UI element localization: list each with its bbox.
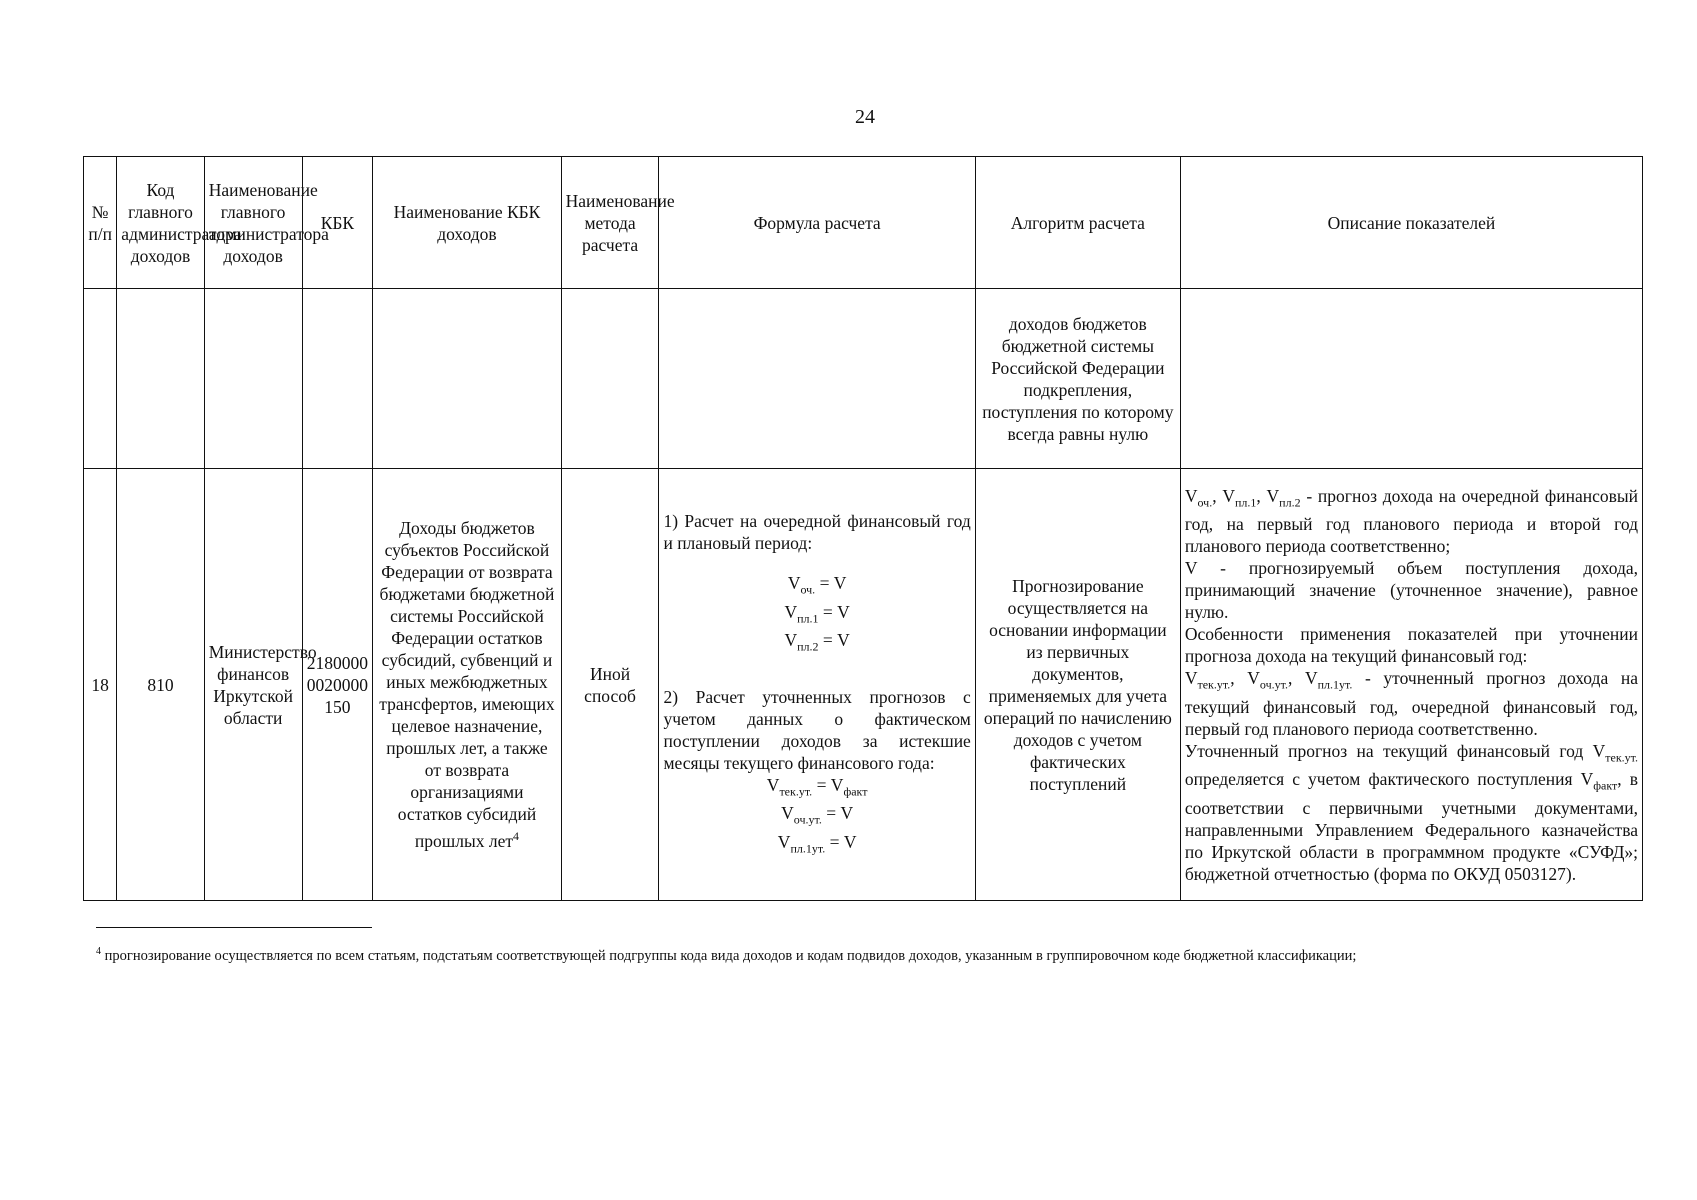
cell-kbk-name bbox=[373, 469, 561, 901]
footnote-text: прогнозирование осуществляется по всем статьям, подстатьям соответствующей подгруппы кода вида доходов и кодам подвидов доходов, указанным в группировочном коде бюджетной классификации; bbox=[101, 947, 1357, 964]
cell-algorithm-continuation: доходов бюджетов бюджетной системы Российской Федерации подкрепления, поступления по которому всегда равны нулю bbox=[975, 289, 1180, 469]
cell-admin-code: 810 bbox=[117, 469, 204, 901]
formula-eq-4: $V_{тек.ут.} = V_{факт}$ bbox=[766, 774, 868, 798]
formula-step-2: 2) Расчет уточненных прогнозов с учетом данных о фактическом поступлении доходов за истекшие месяцы текущего финансового года: bbox=[663, 686, 971, 773]
header-num: № п/п bbox=[84, 157, 117, 289]
desc-paragraph-3: Особенности применения показателей при уточнении прогноза дохода на текущий финансовый год: bbox=[1184, 624, 1638, 666]
cell-empty bbox=[373, 289, 561, 469]
table-header-row bbox=[84, 157, 1643, 289]
cell-empty bbox=[659, 289, 975, 469]
cell-num: 18 bbox=[84, 469, 117, 901]
header-method-name: Наименование метода расчета bbox=[561, 157, 659, 289]
kbk-name-text: Доходы бюджетов субъектов Российской Федерации от возврата бюджетами бюджетной системы Российской Федерации остатков субсидий, субвенций и иных межбюджетных трансфертов, имеющих целевое назначение, прошлых лет, а также от возврата организациями остатков субсидий прошлых лет bbox=[379, 518, 555, 851]
cell-empty bbox=[84, 289, 117, 469]
cell-empty bbox=[204, 289, 302, 469]
cell-empty bbox=[302, 289, 373, 469]
cell-admin-name: Министерство финансов Иркутской области bbox=[204, 469, 302, 901]
table-row-continuation bbox=[84, 289, 1643, 469]
cell-formula bbox=[659, 469, 975, 901]
cell-algorithm: Прогнозирование осуществляется на основании информации из первичных документов, применяемых для учета операций по начислению доходов с учетом фактических поступлений bbox=[975, 469, 1180, 901]
revenue-forecast-table bbox=[83, 156, 1643, 901]
desc-paragraph-5: Уточненный прогноз на текущий финансовый год $V_{тек.ут.}$ определяется с учетом фактического поступления $V_{факт}$, в соответствии с первичными учетными документами, направленными Управлением Федерального казначейства по Иркутской области в программном продукте «СУФД»; бюджетной отчетностью (форма по ОКУД 0503127). bbox=[1184, 740, 1638, 884]
footnote-ref: 4 bbox=[513, 829, 520, 844]
footnote-mark: 4 bbox=[96, 946, 101, 957]
formula-eq-1: $V_{оч.} = V$ bbox=[787, 573, 847, 597]
formula-eq-6: $V_{пл.1ут.} = V$ bbox=[777, 831, 857, 855]
desc-paragraph-1: $V_{оч.}$, $V_{пл.1}$, $V_{пл.2}$ - прогноз дохода на очередной финансовый год, на первый год планового периода и второй год планового периода соответственно; bbox=[1184, 485, 1638, 556]
header-kbk-name: Наименование КБК доходов bbox=[373, 157, 561, 289]
table-row-18 bbox=[84, 469, 1643, 901]
desc-paragraph-4: $V_{тек.ут.}$, $V_{оч.ут.}$, $V_{пл.1ут.}$ - уточненный прогноз дохода на текущий финансовый год, очередной финансовый год, первый год планового периода соответственно. bbox=[1184, 668, 1638, 739]
formula-step-1: 1) Расчет на очередной финансовый год и плановый период: bbox=[663, 511, 971, 553]
desc-paragraph-2: V - прогнозируемый объем поступления дохода, принимающий значение (уточненное значение), равное нулю. bbox=[1184, 558, 1638, 622]
header-description: Описание показателей bbox=[1180, 157, 1642, 289]
page-number: 24 bbox=[855, 106, 875, 128]
formula-eq-2: $V_{пл.1} = V$ bbox=[784, 601, 850, 625]
cell-description bbox=[1180, 469, 1642, 901]
footnote-divider bbox=[96, 927, 372, 928]
header-admin-name: Наименование главного администратора доходов bbox=[204, 157, 302, 289]
formula-eq-5: $V_{оч.ут.} = V$ bbox=[781, 803, 854, 827]
cell-method: Иной способ bbox=[561, 469, 659, 901]
cell-empty bbox=[1180, 289, 1642, 469]
header-kbk: КБК bbox=[302, 157, 373, 289]
header-formula: Формула расчета bbox=[659, 157, 975, 289]
header-algorithm: Алгоритм расчета bbox=[975, 157, 1180, 289]
header-admin-code: Код главного администратора доходов bbox=[117, 157, 204, 289]
formula-eq-3: $V_{пл.2} = V$ bbox=[784, 630, 850, 654]
footnote bbox=[96, 946, 1656, 965]
cell-empty bbox=[117, 289, 204, 469]
cell-kbk: 21800000020000150 bbox=[302, 469, 373, 901]
cell-empty bbox=[561, 289, 659, 469]
